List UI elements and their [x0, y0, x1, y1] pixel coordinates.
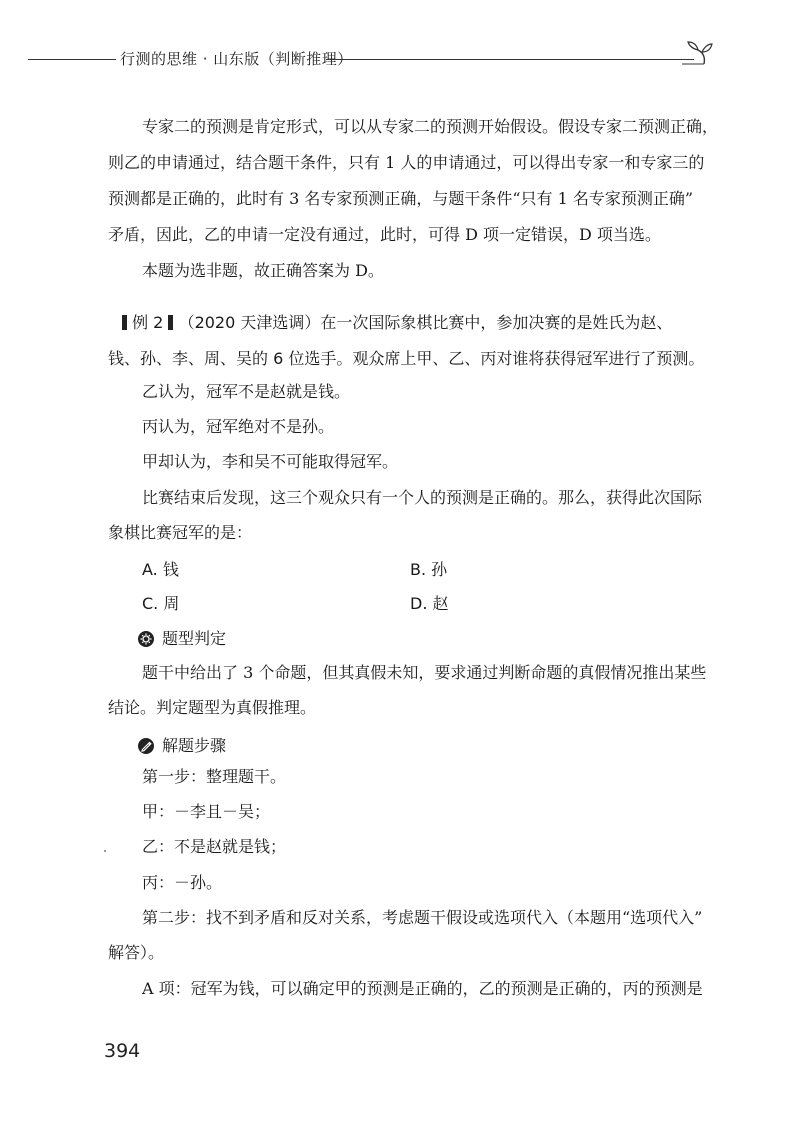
header-title: 行测的思维 · 山东版（判断推理） — [120, 50, 353, 68]
section-heading-label: 题型判定 — [162, 629, 227, 648]
example-bar-left — [122, 315, 127, 330]
option-d: D. 赵 — [410, 594, 449, 613]
paragraph-line: 预测都是正确的，此时有 3 名专家预测正确，与题干条件“只有 1 名专家预测正确” — [108, 189, 694, 208]
header-rule-left — [28, 59, 116, 60]
pen-icon — [138, 738, 154, 754]
section-heading-steps — [138, 733, 226, 756]
section-heading-type — [138, 626, 226, 649]
statement-bing: 丙认为，冠军绝对不是孙。 — [142, 417, 335, 436]
option-c: C. 周 — [142, 594, 180, 613]
scan-speck — [104, 850, 106, 852]
option-a-analysis: A 项：冠军为钱，可以确定甲的预测是正确的，乙的预测是正确的，丙的预测是 — [142, 979, 703, 998]
paragraph-line: 比赛结束后发现，这三个观众只有一个人的预测是正确的。那么，获得此次国际 — [142, 488, 703, 507]
paragraph-line: 结论。判定题型为真假推理。 — [108, 698, 317, 717]
running-header — [0, 40, 800, 80]
statement-jia: 甲却认为，李和吴不可能取得冠军。 — [142, 452, 399, 471]
option-a: A. 钱 — [142, 560, 179, 579]
sprout-icon — [680, 40, 714, 70]
step-one: 第一步：整理题干。 — [142, 767, 287, 786]
premise-yi: 乙：不是赵就是钱； — [142, 837, 287, 856]
paragraph-line: 专家二的预测是肯定形式，可以从专家二的预测开始假设。假设专家二预测正确， — [142, 117, 719, 136]
premise-jia: 甲：－李且－吴； — [142, 802, 271, 821]
example-source: （2020 天津选调） — [178, 313, 321, 332]
premise-bing: 丙：－孙。 — [142, 873, 223, 892]
paragraph-line: 解答）。 — [108, 943, 165, 962]
step-two: 第二步：找不到矛盾和反对关系，考虑题干假设或选项代入（本题用“选项代入” — [142, 908, 703, 927]
statement-yi: 乙认为，冠军不是赵就是钱。 — [142, 382, 351, 401]
example-question-line — [122, 312, 742, 334]
page-number: 394 — [104, 1040, 141, 1062]
option-b: B. 孙 — [410, 560, 448, 579]
header-rule-right — [326, 59, 694, 60]
paragraph-line: 钱、孙、李、周、吴的 6 位选手。观众席上甲、乙、丙对谁将获得冠军进行了预测。 — [108, 349, 705, 368]
section-heading-label: 解题步骤 — [162, 736, 227, 755]
paragraph-line: 则乙的申请通过，结合题干条件，只有 1 人的申请通过，可以得出专家一和专家三的 — [108, 153, 705, 172]
example-label: 例 2 — [132, 313, 164, 332]
example-bar-right — [168, 315, 173, 330]
gear-icon — [138, 631, 154, 647]
example-question-text: 在一次国际象棋比赛中，参加决赛的是姓氏为赵、 — [320, 313, 673, 332]
answer-statement: 本题为选非题，故正确答案为 D。 — [142, 261, 384, 280]
paragraph-line: 矛盾，因此，乙的申请一定没有通过，此时，可得 D 项一定错误，D 项当选。 — [108, 225, 661, 244]
paragraph-line: 题干中给出了 3 个命题，但其真假未知，要求通过判断命题的真假情况推出某些 — [142, 663, 707, 682]
paragraph-line: 象棋比赛冠军的是： — [108, 523, 253, 542]
